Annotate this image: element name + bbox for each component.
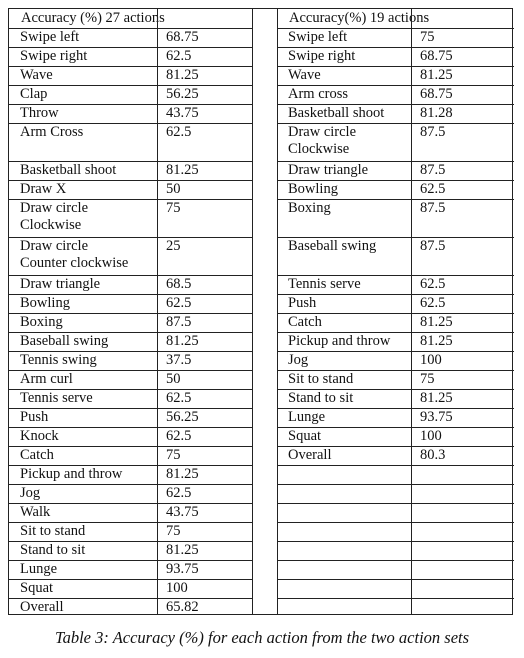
action-cell: Stand to sit <box>20 542 86 558</box>
action-cell: Catch <box>288 314 322 330</box>
action-cell: Draw triangle <box>20 276 101 292</box>
accuracy-cell: 50 <box>166 371 181 387</box>
action-cell: Pickup and throw <box>20 466 123 482</box>
accuracy-cell: 93.75 <box>420 409 453 425</box>
accuracy-cell: 81.25 <box>166 466 199 482</box>
accuracy-cell: 43.75 <box>166 504 199 520</box>
action-cell: Draw circle Counter clockwise <box>20 238 129 271</box>
action-cell: Push <box>288 295 317 311</box>
action-cell: Draw triangle <box>288 162 369 178</box>
action-cell: Swipe right <box>288 48 356 64</box>
action-cell: Stand to sit <box>288 390 354 406</box>
action-cell: Tennis serve <box>20 390 93 406</box>
accuracy-cell: 37.5 <box>166 352 192 368</box>
accuracy-cell: 75 <box>166 447 181 463</box>
accuracy-cell: 62.5 <box>420 295 446 311</box>
accuracy-cell: 75 <box>166 200 181 216</box>
accuracy-cell: 68.5 <box>166 276 192 292</box>
accuracy-cell: 68.75 <box>420 86 453 102</box>
action-cell: Overall <box>288 447 332 463</box>
accuracy-cell: 43.75 <box>166 105 199 121</box>
accuracy-cell: 93.75 <box>166 561 199 577</box>
action-cell: Draw X <box>20 181 67 197</box>
accuracy-cell: 75 <box>420 371 435 387</box>
action-cell: Wave <box>288 67 321 83</box>
action-cell: Clap <box>20 86 48 102</box>
accuracy-cell: 100 <box>420 428 442 444</box>
action-cell: Knock <box>20 428 59 444</box>
accuracy-cell: 62.5 <box>166 124 192 140</box>
action-cell: Tennis serve <box>288 276 361 292</box>
accuracy-cell: 100 <box>420 352 442 368</box>
action-cell: Walk <box>20 504 51 520</box>
accuracy-cell: 81.25 <box>420 67 453 83</box>
right-table-header: Accuracy(%) 19 actions <box>289 10 430 26</box>
accuracy-cell: 62.5 <box>166 48 192 64</box>
accuracy-cell: 87.5 <box>420 238 446 254</box>
accuracy-cell: 87.5 <box>420 200 446 216</box>
action-cell: Lunge <box>20 561 58 577</box>
accuracy-cell: 62.5 <box>420 181 446 197</box>
accuracy-cell: 100 <box>166 580 188 596</box>
table-caption: Table 3: Accuracy (%) for each action from the two action sets <box>54 628 470 647</box>
action-cell: Overall <box>20 599 64 615</box>
accuracy-cell: 81.25 <box>420 333 453 349</box>
accuracy-cell: 81.25 <box>166 333 199 349</box>
action-cell: Bowling <box>20 295 70 311</box>
accuracy-cell: 81.25 <box>166 67 199 83</box>
accuracy-cell: 68.75 <box>420 48 453 64</box>
accuracy-cell: 87.5 <box>420 162 446 178</box>
accuracy-cell: 56.25 <box>166 86 199 102</box>
action-cell: Squat <box>20 580 54 596</box>
accuracy-cell: 62.5 <box>166 485 192 501</box>
accuracy-cell: 87.5 <box>166 314 192 330</box>
accuracy-cell: 81.25 <box>166 542 199 558</box>
action-cell: Lunge <box>288 409 326 425</box>
accuracy-cell: 68.75 <box>166 29 199 45</box>
accuracy-cell: 56.25 <box>166 409 199 425</box>
accuracy-cell: 25 <box>166 238 181 254</box>
action-cell: Jog <box>20 485 41 501</box>
action-cell: Baseball swing <box>20 333 109 349</box>
action-cell: Arm Cross <box>20 124 84 140</box>
action-cell: Throw <box>20 105 59 121</box>
accuracy-cell: 75 <box>166 523 181 539</box>
action-cell: Wave <box>20 67 53 83</box>
accuracy-cell: 81.25 <box>420 314 453 330</box>
action-cell: Swipe left <box>288 29 348 45</box>
accuracy-cell: 81.28 <box>420 105 453 121</box>
accuracy-cell: 62.5 <box>166 390 192 406</box>
action-cell: Boxing <box>288 200 331 216</box>
action-cell: Sit to stand <box>20 523 86 539</box>
action-cell: Draw circle Clockwise <box>288 124 357 157</box>
accuracy-cell: 50 <box>166 181 181 197</box>
left-table-header: Accuracy (%) 27 actions <box>21 10 165 26</box>
action-cell: Basketball shoot <box>288 105 385 121</box>
action-cell: Tennis swing <box>20 352 97 368</box>
accuracy-cell: 75 <box>420 29 435 45</box>
accuracy-table <box>8 8 513 615</box>
accuracy-cell: 65.82 <box>166 599 199 615</box>
action-cell: Basketball shoot <box>20 162 117 178</box>
action-cell: Push <box>20 409 49 425</box>
action-cell: Draw circle Clockwise <box>20 200 89 233</box>
accuracy-cell: 80.3 <box>420 447 446 463</box>
accuracy-cell: 62.5 <box>420 276 446 292</box>
accuracy-cell: 62.5 <box>166 428 192 444</box>
action-cell: Arm curl <box>20 371 73 387</box>
action-cell: Sit to stand <box>288 371 354 387</box>
action-cell: Jog <box>288 352 309 368</box>
accuracy-cell: 81.25 <box>166 162 199 178</box>
action-cell: Swipe right <box>20 48 88 64</box>
action-cell: Catch <box>20 447 54 463</box>
accuracy-cell: 62.5 <box>166 295 192 311</box>
accuracy-cell: 87.5 <box>420 124 446 140</box>
action-cell: Pickup and throw <box>288 333 391 349</box>
action-cell: Baseball swing <box>288 238 377 254</box>
action-cell: Squat <box>288 428 322 444</box>
action-cell: Swipe left <box>20 29 80 45</box>
action-cell: Bowling <box>288 181 338 197</box>
action-cell: Arm cross <box>288 86 349 102</box>
accuracy-cell: 81.25 <box>420 390 453 406</box>
action-cell: Boxing <box>20 314 63 330</box>
